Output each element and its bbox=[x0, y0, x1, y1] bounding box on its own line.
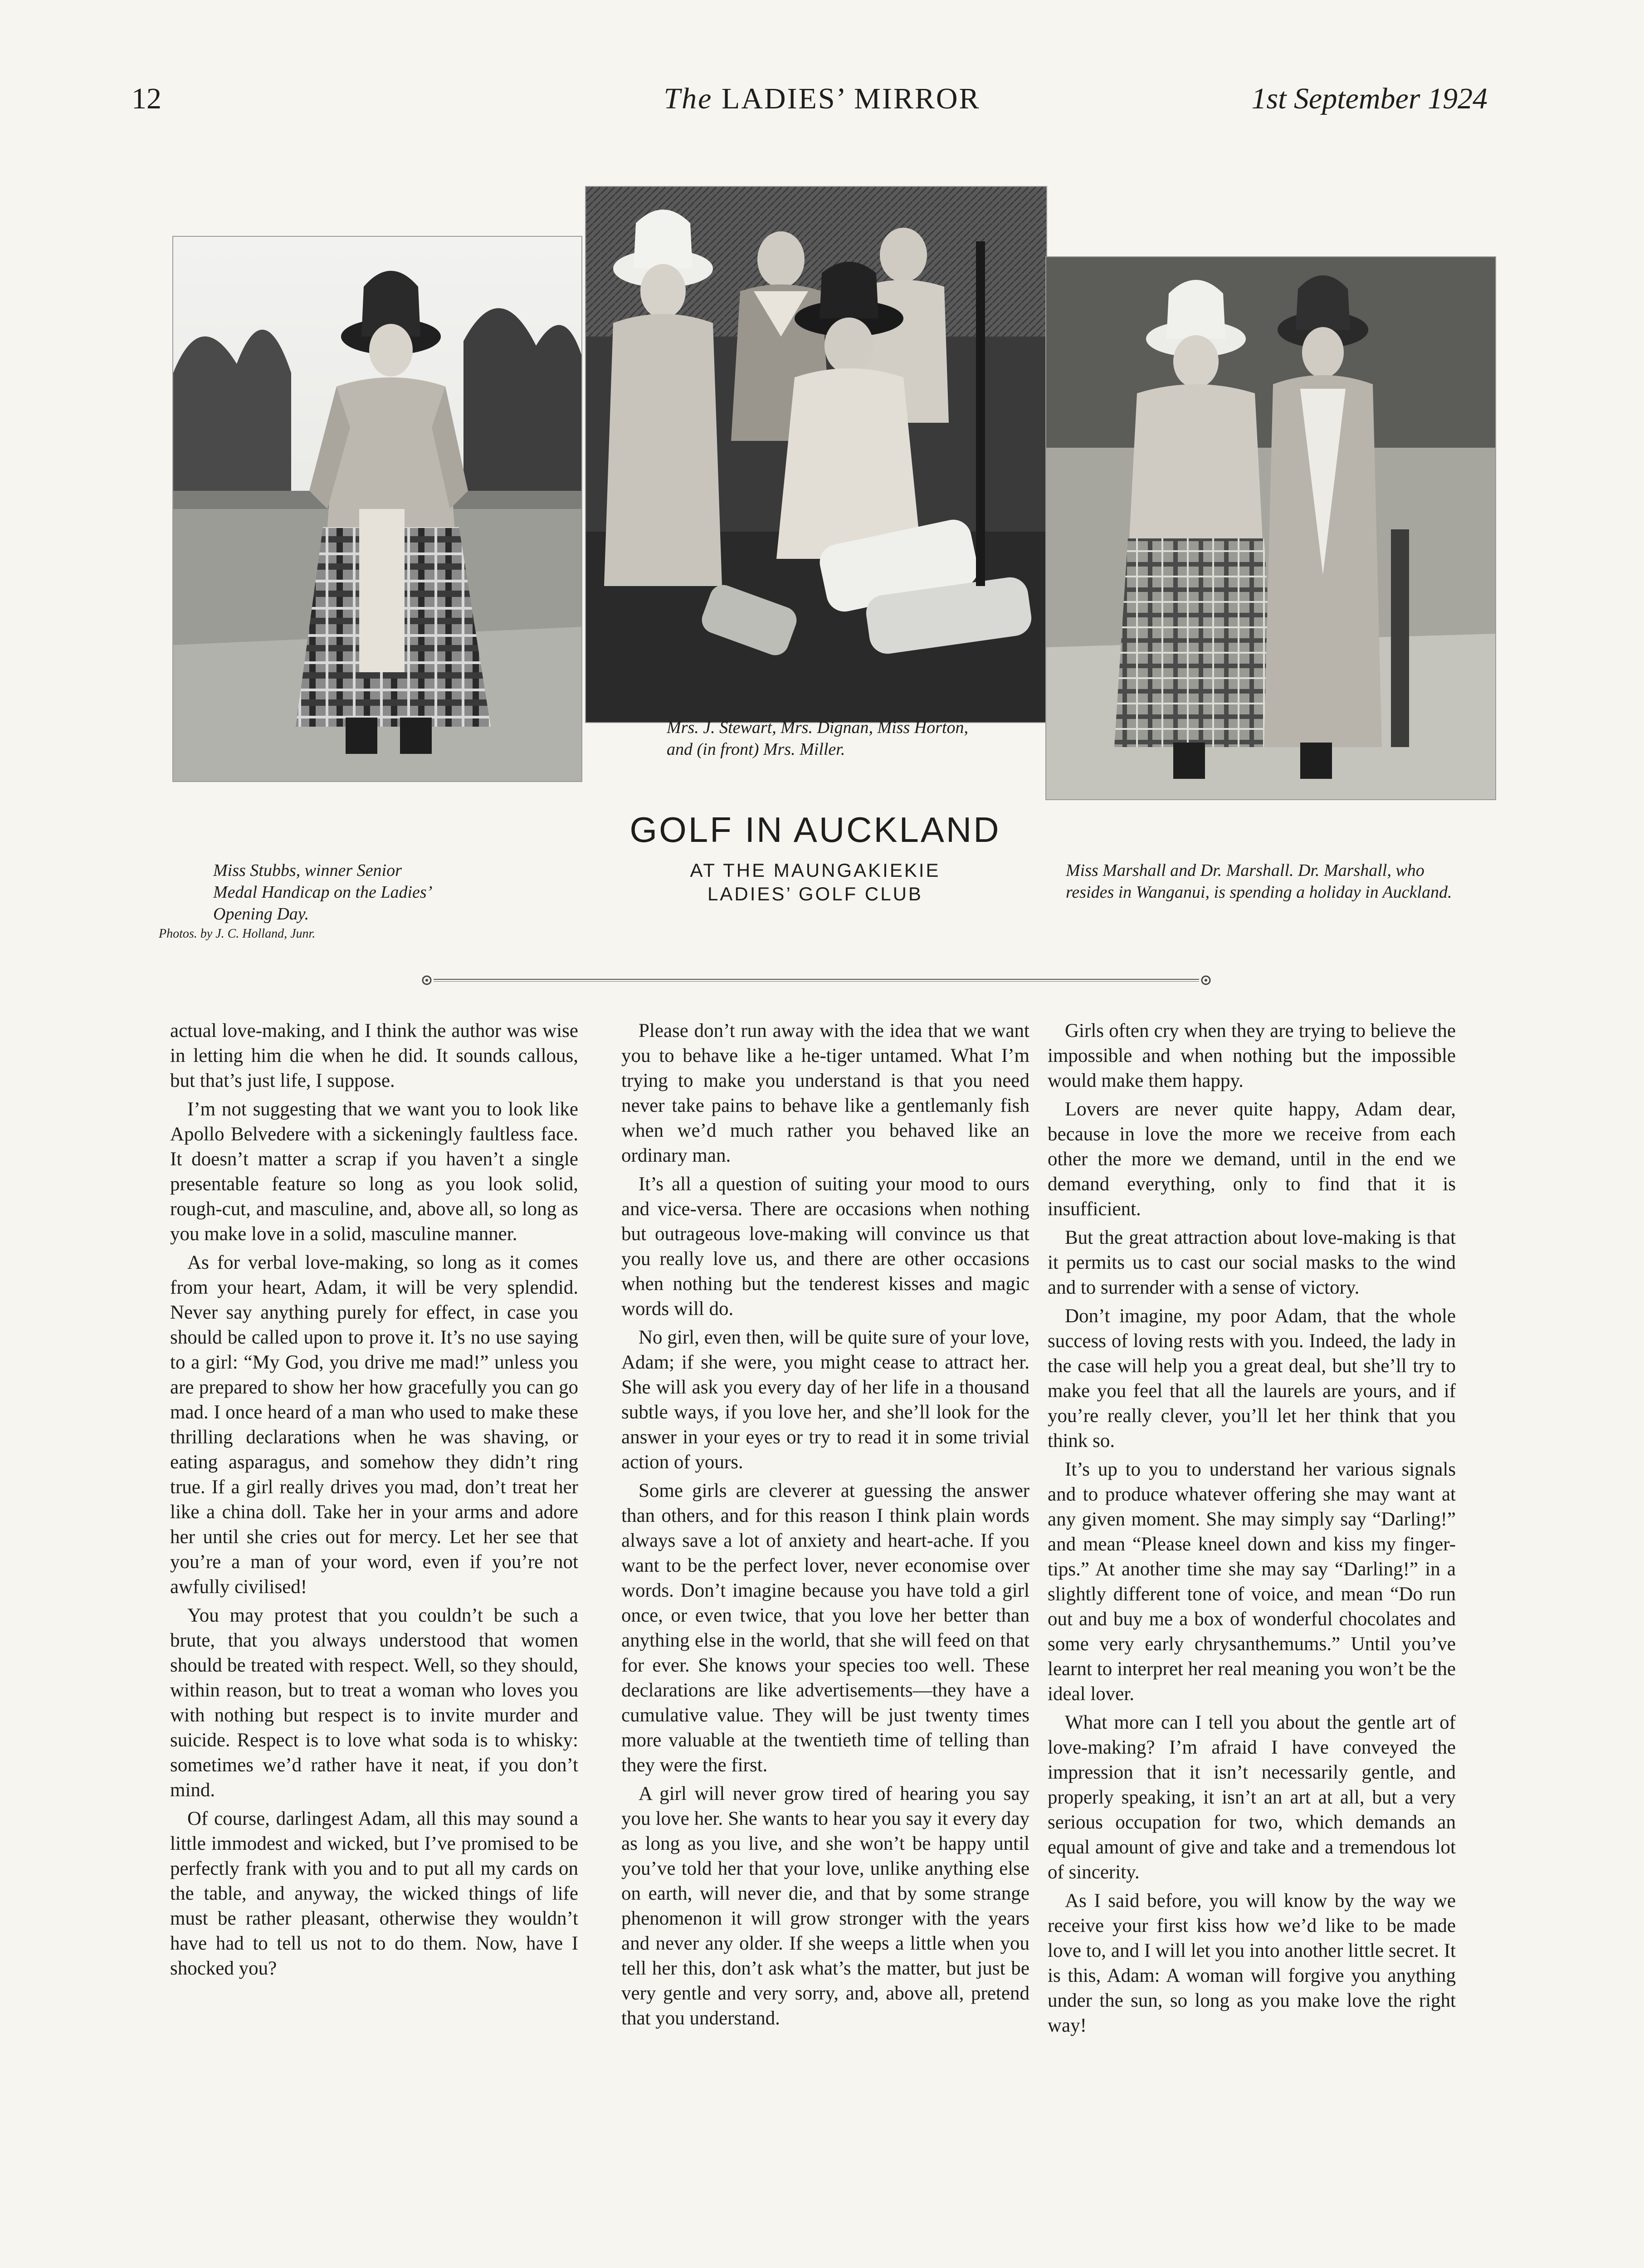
paragraph: Don’t imagine, my poor Adam, that the whole success of loving rests with you. Indeed, the lady in the case will help you a great deal, but she’ll try to make you feel that all the laurels are yours, and if you’re really clever, you’ll let her think that you think so. bbox=[1048, 1305, 1456, 1452]
article-column-1 bbox=[170, 1018, 578, 1984]
paragraph: Please don’t run away with the idea that we want you to behave like a he-tiger untamed. What I’m trying to make you understand is that you need never take pains to behave like a gentlemanly fish when we’d much rather you behaved like an ordinary man. bbox=[621, 1020, 1029, 1166]
paragraph: No girl, even then, will be quite sure of your love, Adam; if she were, you might cease to attract her. She will ask you every day of her life in a thousand subtle ways, if you love her, and she’ll look for the answer in your eyes or try to read it in some trivial action of yours. bbox=[621, 1327, 1029, 1473]
feature-title: GOLF IN AUCKLAND bbox=[629, 810, 1001, 850]
paragraph: But the great attraction about love-making is that it permits us to cast our social masks to the wind and to surrender with a sense of victory. bbox=[1048, 1227, 1456, 1298]
article-column-2 bbox=[621, 1018, 1029, 2034]
paragraph: You may protest that you couldn’t be such a brute, that you always understood that women should be treated with respect. Well, so they should, within reason, but to treat a woman who loves you with nothing but respect is to invite murder and suicide. Respect is to love what soda is to whisky: sometimes we’d rather have it neat, if you don’t mind. bbox=[170, 1605, 578, 1801]
photo-group-of-four bbox=[585, 186, 1047, 723]
photo-miss-stubbs bbox=[172, 236, 582, 782]
paragraph: It’s all a question of suiting your mood to ours and vice-versa. There are occasions when nothing but outrageous love-making will convince us that you really love us, and there are other occasions when nothing but the tenderest kisses and magic words will do. bbox=[621, 1173, 1029, 1320]
paragraph: I’m not suggesting that we want you to look like Apollo Belvedere with a sickeningly faultless face. It doesn’t matter a scrap if you haven’t a single presentable feature so long as you look solid, rough-cut, and masculine, and, above all, so long as you make love in a solid, masculine manner. bbox=[170, 1099, 578, 1245]
paragraph: It’s up to you to understand her various signals and to produce whatever offering she may want at any given moment. She may simply say “Darling!” and mean “Please kneel down and kiss my finger-tips.” At another time she may say “Darling!” in a slightly different tone of voice, and mean “Do run out and buy me a box of wonderful chocolates and some very early chrysanthemums.” Until you’ve learnt to interpret her real meaning you won’t be the ideal lover. bbox=[1048, 1459, 1456, 1705]
caption-group-photo: Mrs. J. Stewart, Mrs. Dignan, Miss Horton, and (in front) Mrs. Miller. bbox=[667, 718, 969, 759]
page-number: 12 bbox=[132, 82, 161, 115]
photo-credit: Photos. by J. C. Holland, Junr. bbox=[159, 927, 316, 941]
paragraph: As for verbal love-making, so long as it comes from your heart, Adam, it will be very splendid. Never say anything purely for effect, in case you should be called upon to prove it. It’s no use saying to a girl: “My God, you drive me mad!” unless you are prepared to show her how gracefully you can go mad. I once heard of a man who used to make these thrilling declarations when he was shaving, or eating asparagus, and somehow they didn’t ring true. If a girl really drives you mad, don’t treat her like a china doll. Take her in your arms and adore her until she cries out for mercy. Let her see that you’re a man of your word, even if you’re not awfully civilised! bbox=[170, 1252, 578, 1598]
caption-marshalls: Miss Marshall and Dr. Marshall. Dr. Marshall, who resides in Wanganui, is spending a holiday in Auckland. bbox=[1066, 861, 1452, 902]
issue-date: 1st September 1924 bbox=[1251, 82, 1488, 115]
paragraph: What more can I tell you about the gentle art of love-making? I’m afraid I have conveyed the impression that it isn’t necessarily gentle, and properly speaking, it isn’t an art at all, but a very serious occupation for two, which demands an equal amount of give and take and a tremendous lot of sincerity. bbox=[1048, 1712, 1456, 1883]
paragraph: Some girls are cleverer at guessing the answer than others, and for this reason I think plain words always save a lot of anxiety and heart-ache. If you want to be the perfect lover, never economise over words. Don’t imagine because you have told a girl once, or even twice, that you love her better than anything else in the world, that she will feed on that for ever. She knows your species too well. These declarations are like advertisements—they have a cumulative value. They will be just twenty times more valuable at the twentieth time of telling than they were the first. bbox=[621, 1480, 1029, 1776]
article-column-3 bbox=[1048, 1018, 1456, 2042]
caption-miss-stubbs: Miss Stubbs, winner Senior Medal Handicap on the Ladies’ Opening Day. bbox=[213, 861, 431, 924]
paragraph: Girls often cry when they are trying to believe the impossible and when nothing but the impossible would make them happy. bbox=[1048, 1020, 1456, 1091]
paragraph: Lovers are never quite happy, Adam dear, because in love the more we receive from each other the more we demand, until in the end we demand everything, only to find that it is insufficient. bbox=[1048, 1099, 1456, 1220]
ornamental-divider bbox=[422, 975, 1211, 985]
paragraph: actual love-making, and I think the author was wise in letting him die when he did. It sounds callous, but that’s just life, I suppose. bbox=[170, 1020, 578, 1091]
feature-subtitle-line1: AT THE MAUNGAKIEKIE bbox=[690, 860, 941, 881]
paragraph: Of course, darlingest Adam, all this may sound a little immodest and wicked, but I’ve promised to be perfectly frank with you and to put all my cards on the table, and anyway, the wicked things of life must be rather pleasant, otherwise they wouldn’t have had to tell us not to do them. Now, have I shocked you? bbox=[170, 1808, 578, 1979]
magazine-title-main: LADIES’ MIRROR bbox=[721, 82, 981, 115]
feature-subtitle-line2: LADIES’ GOLF CLUB bbox=[707, 883, 923, 904]
photo-marshalls bbox=[1045, 256, 1496, 800]
magazine-title-prefix: The bbox=[663, 82, 713, 115]
paragraph: A girl will never grow tired of hearing you say you love her. She wants to hear you say it every day as long as you live, and she won’t be happy until you’ve told her that your love, unlike anything else on earth, will never die, and that by some strange phenomenon it will grow stronger with the years and never any older. If she weeps a little when you tell her this, don’t ask what’s the matter, but just be very gentle and very sorry, and, above all, pretend that you understand. bbox=[621, 1783, 1029, 2029]
paragraph: As I said before, you will know by the way we receive your first kiss how we’d like to be made love to, and I will let you into another little secret. It is this, Adam: A woman will forgive you anything under the sun, so long as you make love the right way! bbox=[1048, 1890, 1456, 2036]
feature-subtitle bbox=[585, 859, 1045, 906]
